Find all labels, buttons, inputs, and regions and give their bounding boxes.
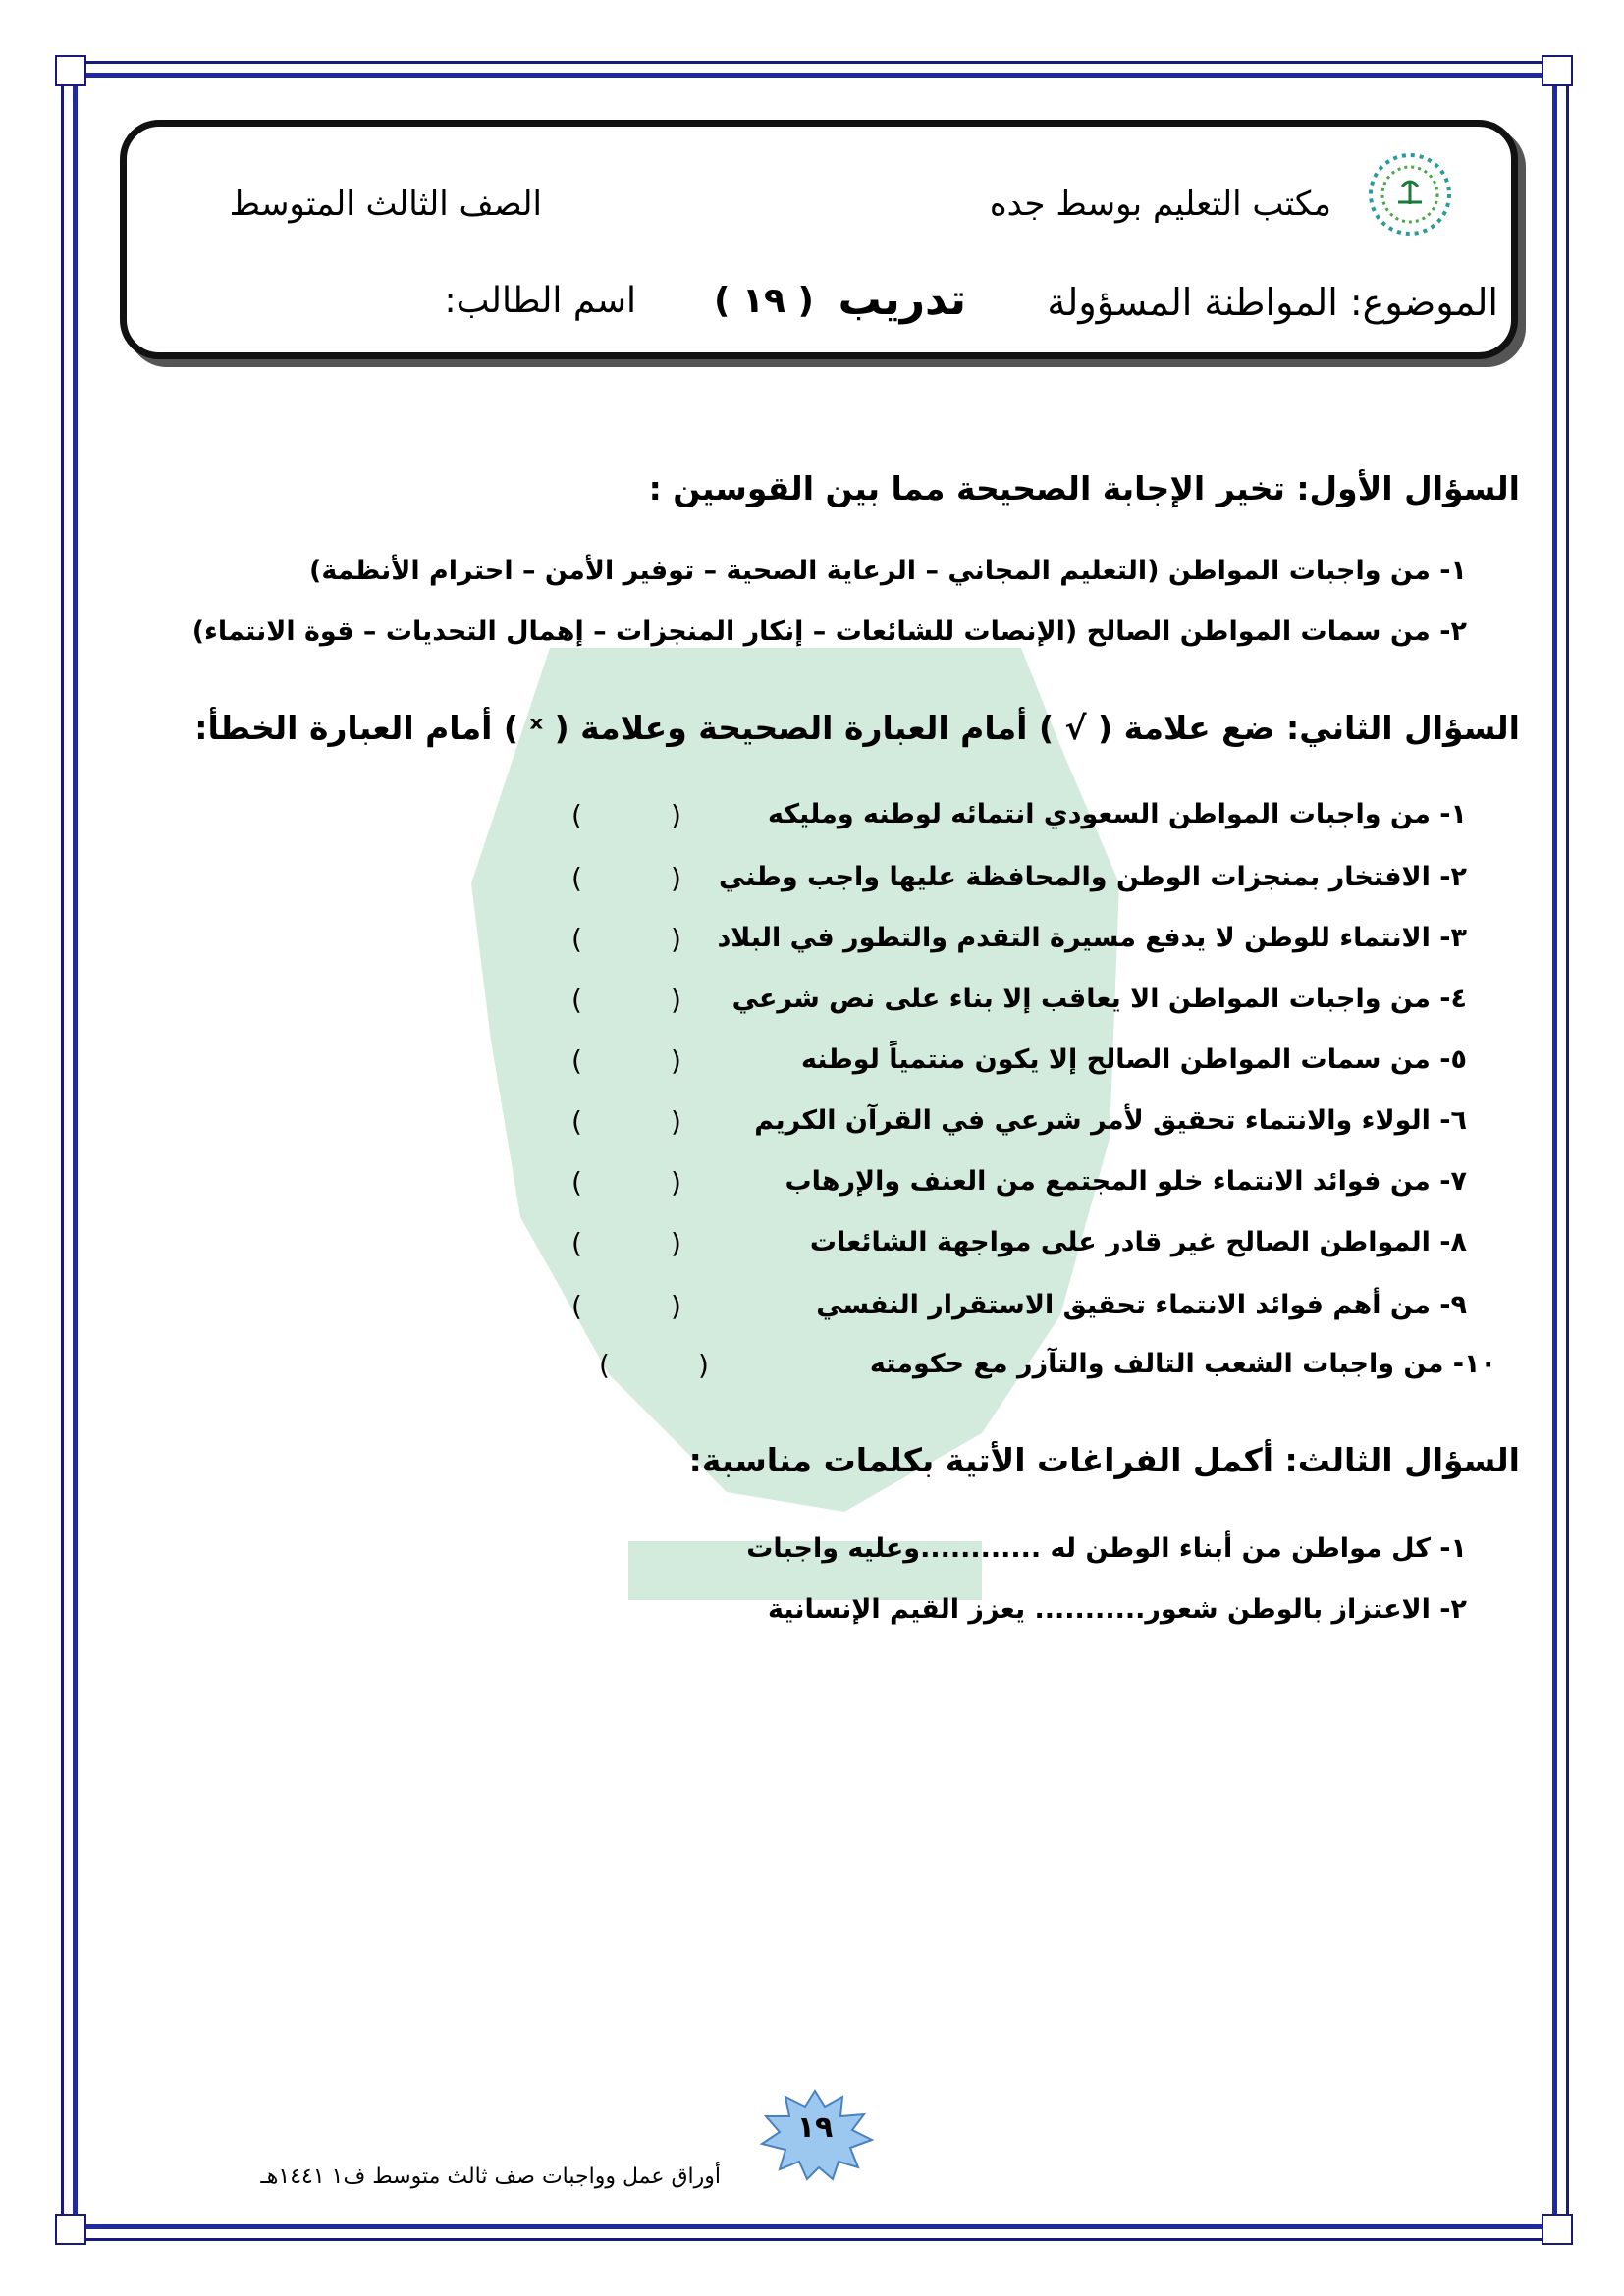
training-number: ( ١٩ ) <box>714 281 814 321</box>
ministry-logo-icon <box>1363 147 1457 241</box>
student-name-label: اسم الطالب: <box>444 281 636 321</box>
answer-box[interactable]: ( ) <box>571 1227 681 1259</box>
frame-corner <box>55 2214 86 2245</box>
frame-corner <box>1542 55 1573 86</box>
answer-box[interactable]: ( ) <box>571 923 681 955</box>
training-label: تدريب <box>838 275 966 325</box>
answer-box[interactable]: ( ) <box>571 984 681 1016</box>
question-1-item: ٢- من سمات المواطن الصالح (الإنصات للشائعات – إنكار المنجزات – إهمال التحديات – قوة الانتماء) <box>191 616 1467 647</box>
page-number: ١٩ <box>796 2110 834 2145</box>
question-2-item: ٦- الولاء والانتماء تحقيق لأمر شرعي في القرآن الكريم <box>754 1105 1467 1136</box>
answer-box[interactable]: ( ) <box>571 799 681 831</box>
question-2-item: ١٠- من واجبات الشعب التالف والتآزر مع حكومته <box>869 1349 1496 1379</box>
question-2-item: ٧- من فوائد الانتماء خلو المجتمع من العنف والإرهاب <box>785 1166 1467 1197</box>
question-1-title: السؤال الأول: تخير الإجابة الصحيحة مما بين القوسين : <box>648 469 1520 507</box>
grade-label: الصف الثالث المتوسط <box>229 185 542 224</box>
answer-box[interactable]: ( ) <box>571 1290 681 1322</box>
answer-box[interactable]: ( ) <box>571 1105 681 1138</box>
subject-title: الموضوع: المواطنة المسؤولة <box>1047 281 1498 324</box>
watermark-map-icon <box>432 628 1139 1649</box>
footer-text: أوراق عمل وواجبات صف ثالث متوسط ف١ ١٤٤١هـ <box>260 2164 721 2189</box>
question-3-item: ٢- الاعتزاز بالوطن شعور........... يعزز القيم الإنسانية <box>767 1594 1467 1625</box>
frame-corner <box>1542 2214 1573 2245</box>
answer-box[interactable]: ( ) <box>571 1166 681 1199</box>
frame-corner <box>55 55 86 86</box>
answer-box[interactable]: ( ) <box>571 862 681 894</box>
question-2-item: ٨- المواطن الصالح غير قادر على مواجهة الشائعات <box>809 1227 1467 1257</box>
question-2-item: ٩- من أهم فوائد الانتماء تحقيق الاستقرار النفسي <box>816 1290 1467 1320</box>
question-2-item: ٥- من سمات المواطن الصالح إلا يكون منتمياً لوطنه <box>800 1044 1467 1075</box>
question-2-item: ٢- الافتخار بمنجزات الوطن والمحافظة عليها واجب وطني <box>719 862 1467 892</box>
office-name: مكتب التعليم بوسط جده <box>989 185 1331 224</box>
question-2-item: ١- من واجبات المواطن السعودي انتمائه لوطنه ومليكه <box>767 799 1467 829</box>
answer-box[interactable]: ( ) <box>571 1044 681 1077</box>
question-2-item: ٤- من واجبات المواطن الا يعاقب إلا بناء على نص شرعي <box>731 984 1467 1014</box>
question-2-title: السؤال الثاني: ضع علامة ( √ ) أمام العبارة الصحيحة وعلامة ( ˣ ) أمام العبارة الخطأ: <box>194 709 1520 747</box>
question-2-item: ٣- الانتماء للوطن لا يدفع مسيرة التقدم والتطور في البلاد <box>717 923 1467 953</box>
question-3-title: السؤال الثالث: أكمل الفراغات الأتية بكلمات مناسبة: <box>688 1441 1520 1479</box>
question-3-item: ١- كل مواطن من أبناء الوطن له ............وعليه واجبات <box>746 1533 1467 1564</box>
question-1-item: ١- من واجبات المواطن (التعليم المجاني – الرعاية الصحية – توفير الأمن – احترام الأنظمة) <box>308 556 1467 586</box>
answer-box[interactable]: ( ) <box>599 1349 709 1381</box>
